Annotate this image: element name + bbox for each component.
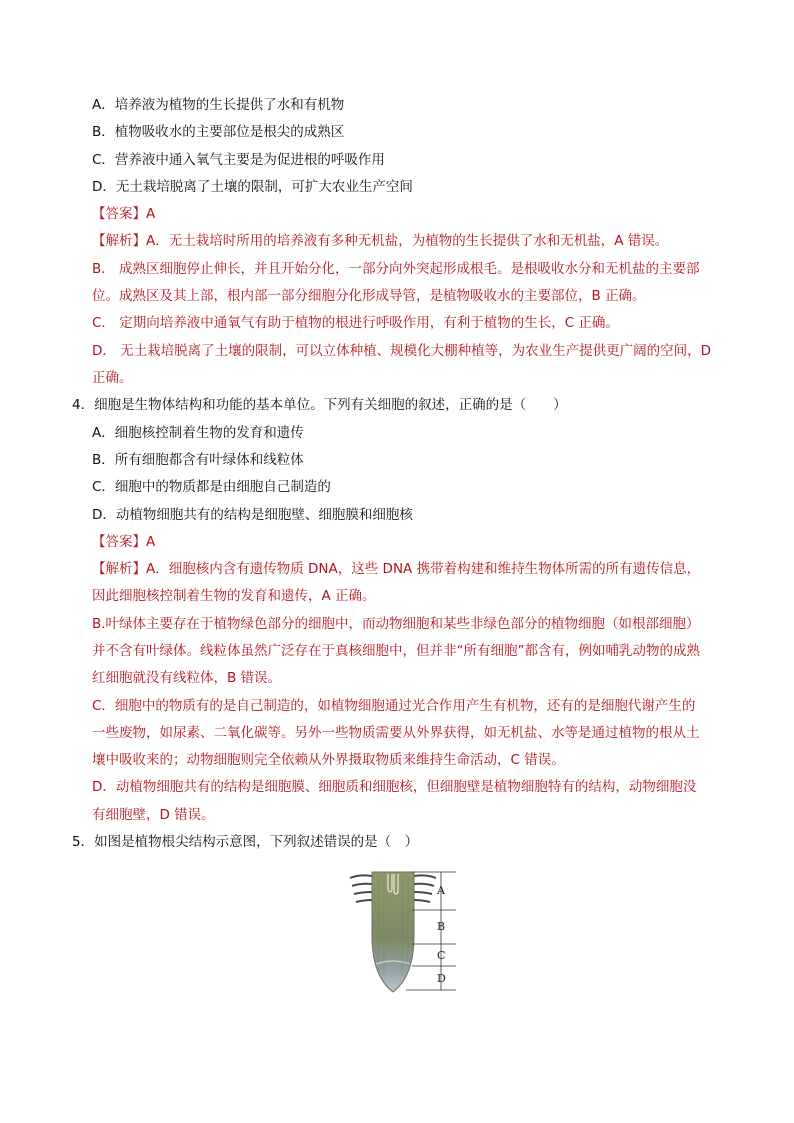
explanation-tag: 【解析】 (92, 561, 146, 577)
explanation-text: A．细胞核内含有遗传物质 DNA，这些 DNA 携带着构建和维持生物体所需的所有遗传信息， (146, 561, 701, 577)
q4-stem: 4．细胞是生物体结构和功能的基本单位。下列有关细胞的叙述，正确的是（ ） (72, 397, 567, 413)
q4-explanation-line: 壤中吸收来的；动物细胞则完全依赖从外界摄取物质来维持生命活动，C 错误。 (92, 752, 565, 768)
answer-tag: 【答案】 (92, 206, 146, 222)
q3-explanation-line: C． 定期向培养液中通氧气有助于植物的根进行呼吸作用，有利于植物的生长，C 正确。 (92, 315, 619, 331)
q4-answer (92, 532, 155, 552)
q4-option-a: A．细胞核控制着生物的发育和遗传 (92, 425, 304, 441)
q4-explanation-line: B.叶绿体主要存在于植物绿色部分的细胞中，而动物细胞和某些非绿色部分的植物细胞（如根部细胞） (92, 616, 700, 632)
answer-value: A (146, 534, 156, 550)
q3-option-a: A．培养液为植物的生长提供了水和有机物 (92, 97, 345, 113)
q4-explanation-line (92, 559, 700, 579)
q3-option-d: D．无土栽培脱离了土壤的限制，可扩大农业生产空间 (92, 179, 413, 195)
root-body (372, 872, 414, 992)
q3-option-c: C．营养液中通入氧气主要是为促进根的呼吸作用 (92, 152, 385, 168)
q3-explanation-line: B． 成熟区细胞停止伸长，并且开始分化，一部分向外突起形成根毛。是根吸收水分和无机盐的主要部 (92, 261, 700, 277)
answer-tag: 【答案】 (92, 534, 146, 550)
q3-option-b: B．植物吸收水的主要部位是根尖的成熟区 (92, 124, 345, 140)
root-tip-diagram (346, 866, 466, 998)
explanation-tag: 【解析】 (92, 233, 146, 249)
label-a: A (437, 884, 445, 897)
q4-explanation-line: 因此细胞核控制着生物的发育和遗传，A 正确。 (92, 588, 376, 604)
q4-option-c: C．细胞中的物质都是由细胞自己制造的 (92, 479, 331, 495)
label-b: B (437, 920, 446, 933)
answer-value: A (146, 206, 156, 222)
q3-answer (92, 204, 155, 224)
q4-explanation-line: C．细胞中的物质有的是自己制造的，如植物细胞通过光合作用产生有机物，还有的是细胞代谢产生的 (92, 698, 696, 714)
label-d: D (437, 972, 446, 985)
q4-option-d: D．动植物细胞共有的结构是细胞壁、细胞膜和细胞核 (92, 507, 413, 523)
q4-explanation-line: 一些废物，如尿素、二氧化碳等。另外一些物质需要从外界获得，如无机盐、水等是通过植物的根从土 (92, 725, 700, 741)
q3-explanation-line (92, 231, 668, 251)
explanation-text: A．无土栽培时所用的培养液有多种无机盐，为植物的生长提供了水和无机盐，A 错误。 (146, 233, 669, 249)
q4-explanation-line: 红细胞就没有线粒体，B 错误。 (92, 670, 282, 686)
q3-explanation-line: 位。成熟区及其上部，根内部一部分细胞分化形成导管，是植物吸收水的主要部位，B 正确。 (92, 288, 646, 304)
q3-explanation-line: D． 无土栽培脱离了土壤的限制，可以立体种植、规模化大棚种植等，为农业生产提供更广阔的空间，D (92, 343, 712, 359)
q4-explanation-line: 并不含有叶绿体。线粒体虽然广泛存在于真核细胞中，但并非“所有细胞”都含有，例如哺乳动物的成熟 (92, 643, 700, 659)
q4-explanation-line: 有细胞壁，D 错误。 (92, 807, 215, 823)
q4-option-b: B．所有细胞都含有叶绿体和线粒体 (92, 452, 304, 468)
q4-explanation-line: D．动植物细胞共有的结构是细胞膜、细胞质和细胞核，但细胞壁是植物细胞特有的结构，动物细胞没 (92, 779, 697, 795)
label-c: C (437, 949, 446, 962)
q5-stem: 5．如图是植物根尖结构示意图，下列叙述错误的是（ ） (72, 834, 419, 850)
q3-explanation-line: 正确。 (92, 370, 133, 386)
